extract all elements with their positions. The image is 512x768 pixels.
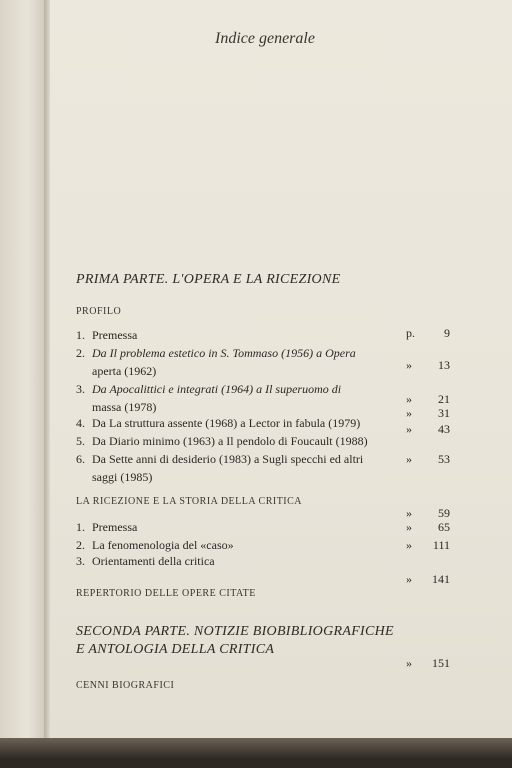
- page-header: Indice generale: [215, 30, 315, 47]
- toc-page-4: » 31: [406, 406, 450, 420]
- toc-entry-1: 1. Premessa: [76, 328, 138, 342]
- ric-entry-1: 1. Premessa: [76, 520, 138, 534]
- part-two-title-line1: SECONDA PARTE. NOTIZIE BIOBIBLIOGRAFICHE: [76, 624, 394, 639]
- toc-entry-2: 2. Da Il problema estetico in S. Tommaso (1956) a Opera aperta (1962): [76, 346, 356, 378]
- toc-page-part2: » 151: [406, 656, 450, 670]
- ric-page-1: » 65: [406, 520, 450, 534]
- toc-page-ricezione: » 59: [406, 506, 450, 520]
- section-repertorio: REPERTORIO DELLE OPERE CITATE: [76, 588, 256, 599]
- bottom-shadow: [0, 738, 512, 768]
- ric-page-2: » 111: [406, 538, 450, 552]
- left-page-edge: [0, 0, 46, 740]
- toc-entry-6: 6. Da Sette anni di desiderio (1983) a Sugli specchi ed altri saggi (1985): [76, 452, 364, 484]
- toc-page-2: » 13: [406, 358, 450, 372]
- section-cenni: CENNI BIOGRAFICI: [76, 680, 175, 691]
- toc-page-3: » 21: [406, 392, 450, 406]
- toc-page-6: » 53: [406, 452, 450, 466]
- toc-entry-3: 3. Da Apocalittici e integrati (1964) a Il superuomo di massa (1978): [76, 382, 342, 414]
- ric-entry-2: 2. La fenomenologia del «caso»: [76, 538, 234, 552]
- ric-entry-3: 3. Orientamenti della critica: [76, 554, 215, 568]
- section-ricezione: LA RICEZIONE E LA STORIA DELLA CRITICA: [76, 496, 303, 507]
- book-gutter: [44, 0, 50, 740]
- part-two-title-line2: E ANTOLOGIA DELLA CRITICA: [76, 642, 275, 657]
- section-profilo: PROFILO: [76, 306, 122, 317]
- toc-page-5: » 43: [406, 422, 450, 436]
- toc-page-1: p. 9: [406, 326, 450, 340]
- toc-entry-4: 4. Da La struttura assente (1968) a Lector in fabula (1979): [76, 416, 361, 430]
- toc-entry-5: 5. Da Diario minimo (1963) a Il pendolo di Foucault (1988): [76, 434, 368, 448]
- part-one-title: PRIMA PARTE. L'OPERA E LA RICEZIONE: [76, 272, 341, 287]
- toc-page-repertorio: » 141: [406, 572, 450, 586]
